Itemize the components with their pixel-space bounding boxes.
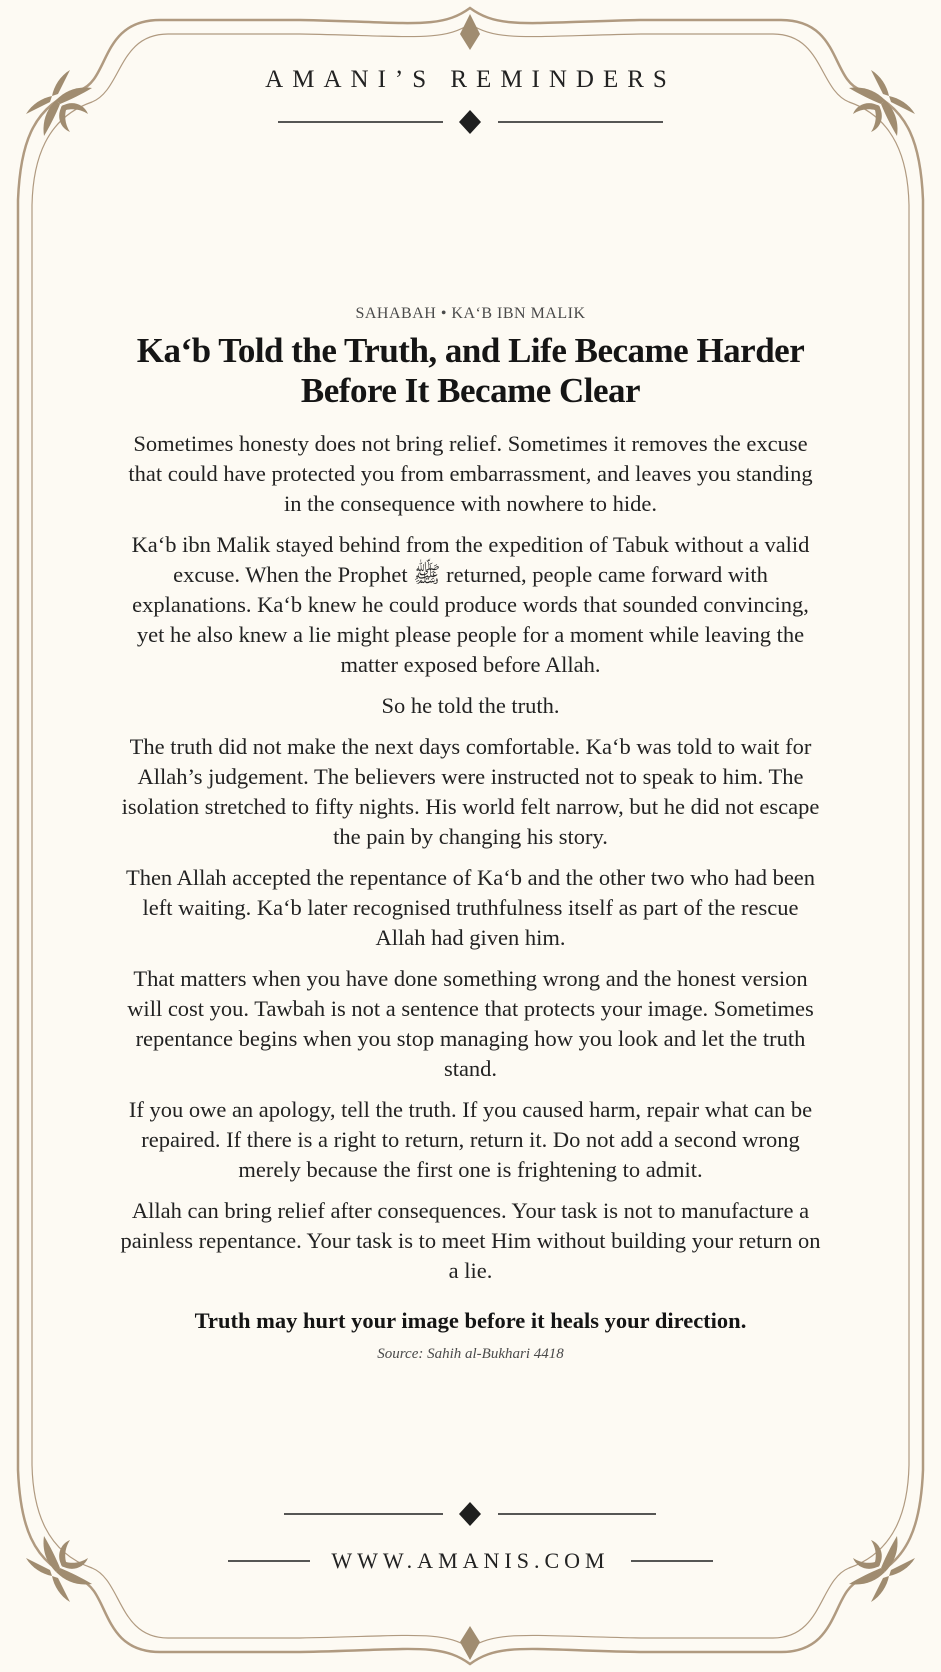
paragraph: Ka‘b ibn Malik stayed behind from the expedition of Tabuk without a valid excuse. When the Prophet ﷺ returned, people came forward with explanations. Ka‘b knew he could produce words that sounded convincing, yet he also knew a lie might please people for a moment while leaving the matter exposed before Allah. [131, 532, 810, 677]
paragraph: Sometimes honesty does not bring relief. Sometimes it removes the excuse that could have protected you from embarrassment, and leaves you standing in the consequence with nowhere to hide. [128, 431, 813, 516]
article-category: SAHABAH • KA‘B IBN MALIK [355, 305, 586, 322]
paragraph: Allah can bring relief after consequences. Your task is not to manufacture a painless repentance. Your task is to meet Him without building your return on a lie. [120, 1198, 821, 1283]
article [120, 305, 821, 1363]
website-url[interactable]: WWW.AMANIS.COM [331, 1548, 610, 1573]
paragraph: So he told the truth. [381, 693, 560, 718]
paragraph: That matters when you have done something wrong and the honest version will cost you. Tawbah is not a sentence that protects your image. Sometimes repentance begins when you stop managing how you look and let the truth stand. [127, 966, 814, 1081]
article-title: Ka‘b Told the Truth, and Life Became Harder Before It Became Clear [136, 331, 805, 410]
paragraph: If you owe an apology, tell the truth. If you caused harm, repair what can be repaired. If there is a right to return, return it. Do not add a second wrong merely because the first one is frightening to admit. [128, 1097, 813, 1182]
paragraph: Then Allah accepted the repentance of Ka‘b and the other two who had been left waiting. Ka‘b later recognised truthfulness itself as part of the rescue Allah had given him. [125, 865, 816, 950]
paragraph: The truth did not make the next days comfortable. Ka‘b was told to wait for Allah’s judgement. The believers were instructed not to speak to him. The isolation stretched to fifty nights. His world felt narrow, but he did not escape the pain by changing his story. [121, 734, 820, 849]
brand-title: AMANI’S REMINDERS [265, 66, 676, 93]
source-citation: Source: Sahih al-Bukhari 4418 [377, 1346, 564, 1362]
closing-statement: Truth may hurt your image before it heals your direction. [194, 1308, 747, 1333]
